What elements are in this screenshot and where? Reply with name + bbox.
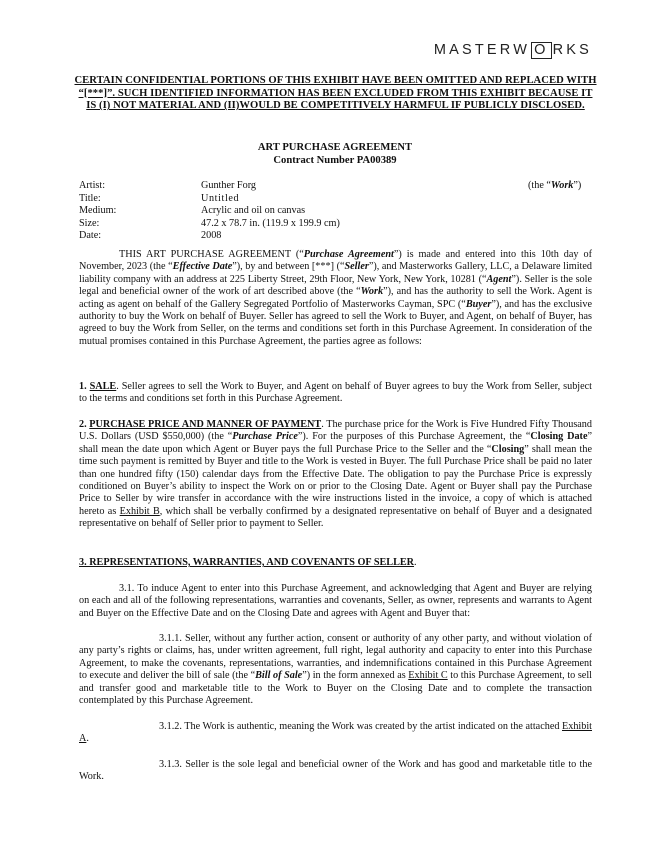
- date-value: 2008: [201, 230, 222, 242]
- clause-3-1-1: 3.1.1. Seller, without any further action, consent or authority of any other party, and without violation of any party’s rights or claims, has, under written agreement, full right, legal authority and capacity to enter into this Purchase Agreement, to make the covenants, representations, warranties, and indemnifications contained in this Purchase Agreement to execute and deliver the bill of sale (the “Bill of Sale”) in the form annexed as Exhibit C to this Purchase Agreement, to sell and transfer good and marketable title to the Work to Buyer on the Closing Date and to complete the transaction contemplated by this Purchase Agreement.: [79, 633, 592, 707]
- medium-value: Acrylic and oil on canvas: [201, 205, 306, 217]
- masterworks-logo: [434, 42, 592, 59]
- title-label: Title:: [79, 192, 101, 204]
- clause-3-1-2: 3.1.2. The Work is authentic, meaning the Work was created by the artist indicated on the attached Exhibit A.: [79, 721, 592, 745]
- size-value: 47.2 x 78.7 in. (119.9 x 199.9 cm): [201, 217, 340, 229]
- section-2-purchase-price: 2. PURCHASE PRICE AND MANNER OF PAYMENT. The purchase price for the Work is Five Hundred Fifty Thousand U.S. Dollars (USD $550,000) (the “Purchase Price”). For the purposes of this Purchase Agreement, the “Closing Date” shall mean the date upon which Agent or Buyer pays the full Purchase Price to the Seller and the “Closing” shall mean the time such payment is remitted by Buyer and title to the Work is vested in Buyer. The full Purchase Price shall be paid no later than one hundred fifty (150) calendar days from the Effective Date. The obligation to pay the Purchase Price is expressly conditioned on Buyer’s ability to inspect the Work on or prior to the Closing Date. Agent or Buyer shall pay the Purchase Price to Seller by wire transfer in accordance with the wire instructions listed in the invoice, a copy of which is attached hereto as Exhibit B, which shall be verbally confirmed by a designated representative on behalf of Buyer and a designated representative on behalf of Seller prior to payment to Seller.: [79, 419, 592, 530]
- artist-label: Artist:: [79, 180, 106, 191]
- size-label: Size:: [79, 217, 100, 229]
- exhibit-b-link[interactable]: Exhibit B: [119, 505, 160, 517]
- confidentiality-notice: CERTAIN CONFIDENTIAL PORTIONS OF THIS EXHIBIT HAVE BEEN OMITTED AND REPLACED WITH “[***]”. SUCH IDENTIFIED INFORMATION HAS BEEN EXCLUDED FROM THIS EXHIBIT BECAUSE IT IS (I) NOT MATERIAL AND (II)WOULD BE COMPETITIVELY HARMFUL IF PUBLICLY DISCLOSED.: [74, 75, 597, 112]
- clause-3-1: 3.1. To induce Agent to enter into this Purchase Agreement, and acknowledging that Agent and Buyer are relying on each and all of the following representations, warranties and covenants, Seller, as owner, represents and warrants to Agent and Buyer on the Effective Date and on the Closing Date and agrees with Agent and Buyer that:: [79, 583, 592, 619]
- section-1-heading: SALE: [89, 381, 117, 392]
- logo-text-right: RKS: [552, 42, 592, 58]
- logo-text-left: MASTERW: [433, 42, 531, 58]
- exhibit-c-link[interactable]: Exhibit C: [408, 670, 448, 682]
- section-2-heading: PURCHASE PRICE AND MANNER OF PAYMENT: [89, 419, 322, 430]
- section-1-sale: 1. SALE. Seller agrees to sell the Work to Buyer, and Agent on behalf of Buyer agrees to buy the Work from Seller, subject to the terms and conditions set forth in this Purchase Agreement.: [79, 381, 592, 405]
- section-3-heading: 3. REPRESENTATIONS, WARRANTIES, AND COVENANTS OF SELLER.: [79, 557, 417, 568]
- medium-label: Medium:: [79, 205, 117, 217]
- agreement-title: ART PURCHASE AGREEMENT: [257, 142, 413, 153]
- exhibit-a-link[interactable]: Exhibit A: [79, 721, 592, 745]
- date-label: Date:: [79, 230, 102, 242]
- work-tag: (the “Work”): [528, 180, 582, 191]
- logo-boxed-letter: O: [531, 42, 551, 59]
- intro-paragraph: THIS ART PURCHASE AGREEMENT (“Purchase Agreement”) is made and entered into this 10th day of November, 2023 (the “Effective Date”), by and between [***] (“Seller”), and Masterworks Gallery, LLC, a Delaware limited liability company with an address at 225 Liberty Street, 29th Floor, New York, New York, 10281 (“Agent”). Seller is the sole legal and beneficial owner of the work of art described above (the “Work”), and has the authority to sell the Work. Agent is acting as agent on behalf of the Gallery Segregated Portfolio of Masterworks Cayman, SPC (“Buyer”), and has the exclusive authority to buy the Work on behalf of Buyer. Seller has agreed to sell the Work to Buyer, and Agent, on behalf of Buyer, has agreed to buy the Work from Seller, on the terms and conditions set forth in this Purchase Agreement. In consideration of the mutual promises contained in this Purchase Agreement, the parties agree as follows:: [79, 249, 593, 347]
- artist-value: Gunther Forg: [201, 180, 256, 191]
- title-value: Untitled: [201, 192, 240, 204]
- clause-3-1-3: 3.1.3. Seller is the sole legal and beneficial owner of the Work and has good and marketable title to the Work.: [79, 759, 592, 783]
- contract-number: Contract Number PA00389: [273, 155, 397, 166]
